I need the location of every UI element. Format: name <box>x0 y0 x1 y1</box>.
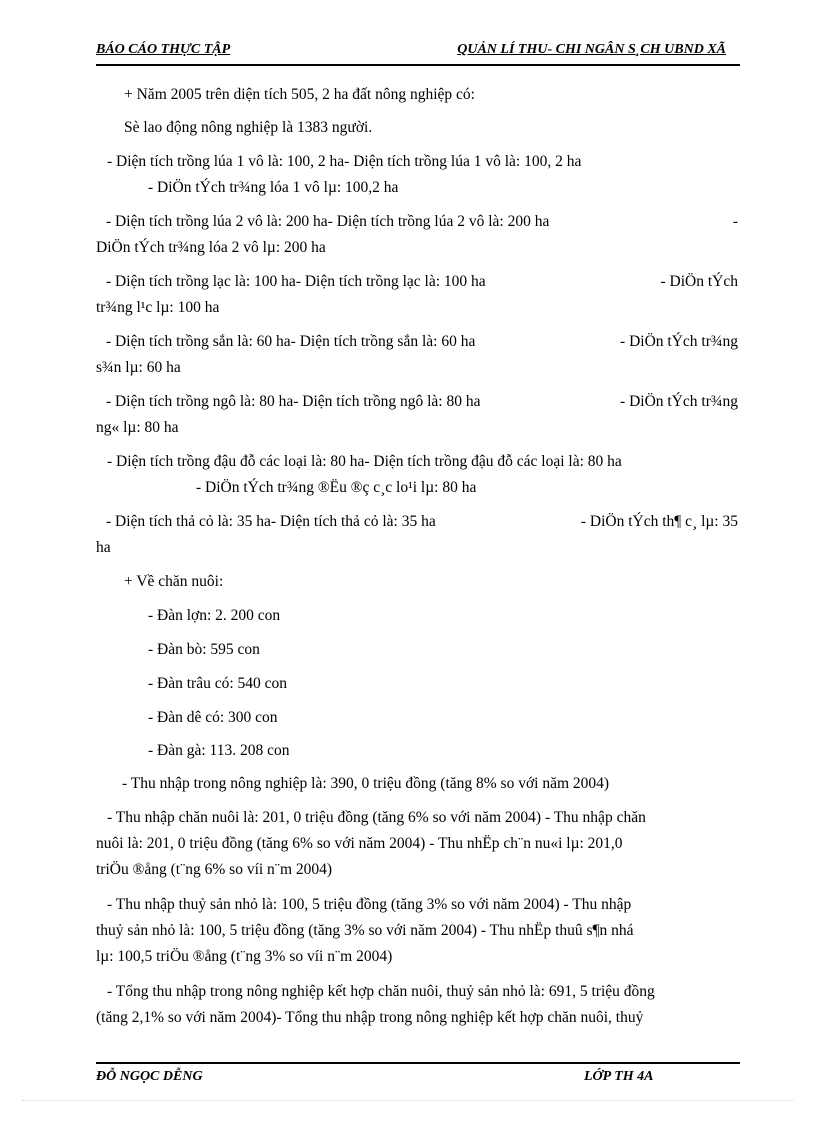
paragraph-text: - DiÖn tÝch tr¾ng <box>620 333 738 350</box>
paragraph-line: - Diện tích trồng đậu đỗ các loại là: 80 ha- Diện tích trồng đậu đỗ các loại là: 80 ha <box>107 453 622 470</box>
paragraph-line: - Diện tích trồng lúa 1 vô là: 100, 2 ha- Diện tích trồng lúa 1 vô là: 100, 2 ha <box>107 153 582 170</box>
justified-line <box>96 393 738 411</box>
paragraph-line: s¾n lµ: 60 ha <box>96 359 181 376</box>
header-section-title: QUẢN LÍ THU- CHI NGÂN S¸CH UBND XÃ <box>457 42 726 57</box>
paragraph-line: tr¾ng l¹c lµ: 100 ha <box>96 299 220 316</box>
paragraph-line: - DiÖn tÝch tr¾ng ®Ëu ®ç c¸c lo¹i lµ: 80 ha <box>196 479 477 496</box>
page-footer <box>96 1062 740 1088</box>
paragraph-text: - Diện tích thả cỏ là: 35 ha- Diện tích thả cỏ là: 35 ha <box>106 513 436 530</box>
paragraph-line: triÖu ®ång (t¨ng 6% so víi n¨m 2004) <box>96 861 333 878</box>
paragraph-text: - Diện tích trồng sắn là: 60 ha- Diện tích trồng sắn là: 60 ha <box>106 333 476 350</box>
list-item: - Đàn trâu có: 540 con <box>148 675 288 692</box>
page-header <box>96 38 740 66</box>
justified-line <box>96 213 738 231</box>
paragraph-line: lµ: 100,5 triÖu ®ång (t¨ng 3% so víi n¨m 2004) <box>96 948 393 965</box>
footer-class: LỚP TH 4A <box>584 1069 654 1084</box>
paragraph-text: - DiÖn tÝch tr¾ng <box>620 393 738 410</box>
justified-line <box>96 273 738 291</box>
paragraph-text: - DiÖn tÝch th¶ c¸ lµ: 35 <box>580 513 738 530</box>
justified-line <box>96 513 738 531</box>
paragraph-line: ha <box>96 539 111 556</box>
paragraph-line: DiÖn tÝch tr¾ng lóa 2 vô lµ: 200 ha <box>96 239 326 256</box>
paragraph-line: + Về chăn nuôi: <box>124 573 224 590</box>
paragraph-line: - Thu nhập chăn nuôi là: 201, 0 triệu đồng (tăng 6% so với năm 2004) - Thu nhập chăn <box>107 809 646 826</box>
paragraph-line: - Thu nhập trong nông nghiệp là: 390, 0 triệu đồng (tăng 8% so với năm 2004) <box>122 775 610 792</box>
list-item: - Đàn lợn: 2. 200 con <box>148 607 281 624</box>
paragraph-text: - Diện tích trồng ngô là: 80 ha- Diện tích trồng ngô là: 80 ha <box>106 393 481 410</box>
paragraph-line: - Tổng thu nhập trong nông nghiệp kết hợp chăn nuôi, thuỷ sản nhỏ là: 691, 5 triệu đồng <box>107 983 655 1000</box>
paragraph-line: nuôi là: 201, 0 triệu đồng (tăng 6% so với năm 2004) - Thu nhËp ch¨n nu«i lµ: 201,0 <box>96 835 623 852</box>
list-item: - Đàn bò: 595 con <box>148 641 260 658</box>
paragraph-line: ng« lµ: 80 ha <box>96 419 179 436</box>
footer-author: ĐỖ NGỌC DỄNG <box>96 1069 203 1084</box>
justified-line <box>96 333 738 351</box>
paragraph-text: - DiÖn tÝch <box>660 273 738 290</box>
paragraph-line: thuỷ sản nhỏ là: 100, 5 triệu đồng (tăng 3% so với năm 2004) - Thu nhËp thuû s¶n nhá <box>96 922 634 939</box>
paragraph-text: - <box>732 213 738 230</box>
list-item: - Đàn gà: 113. 208 con <box>148 742 290 759</box>
page-bottom-divider <box>22 1100 794 1101</box>
header-report-title: BÁO CÁO THỰC TẬP <box>96 42 231 57</box>
paragraph-line: + Năm 2005 trên diện tích 505, 2 ha đất nông nghiệp có: <box>124 86 475 103</box>
paragraph-line: - DiÖn tÝch tr¾ng lóa 1 vô lµ: 100,2 ha <box>148 179 399 196</box>
paragraph-text: - Diện tích trồng lạc là: 100 ha- Diện tích trồng lạc là: 100 ha <box>106 273 486 290</box>
paragraph-text: - Diện tích trồng lúa 2 vô là: 200 ha- Diện tích trồng lúa 2 vô là: 200 ha <box>106 213 550 230</box>
paragraph-line: - Thu nhập thuỷ sản nhỏ là: 100, 5 triệu đồng (tăng 3% so với năm 2004) - Thu nhập <box>107 896 632 913</box>
list-item: - Đàn dê có: 300 con <box>148 709 278 726</box>
paragraph-line: (tăng 2,1% so với năm 2004)- Tổng thu nhập trong nông nghiệp kết hợp chăn nuôi, thuỷ <box>96 1009 644 1026</box>
paragraph-line: Sè lao động nông nghiệp là 1383 người. <box>124 119 373 136</box>
